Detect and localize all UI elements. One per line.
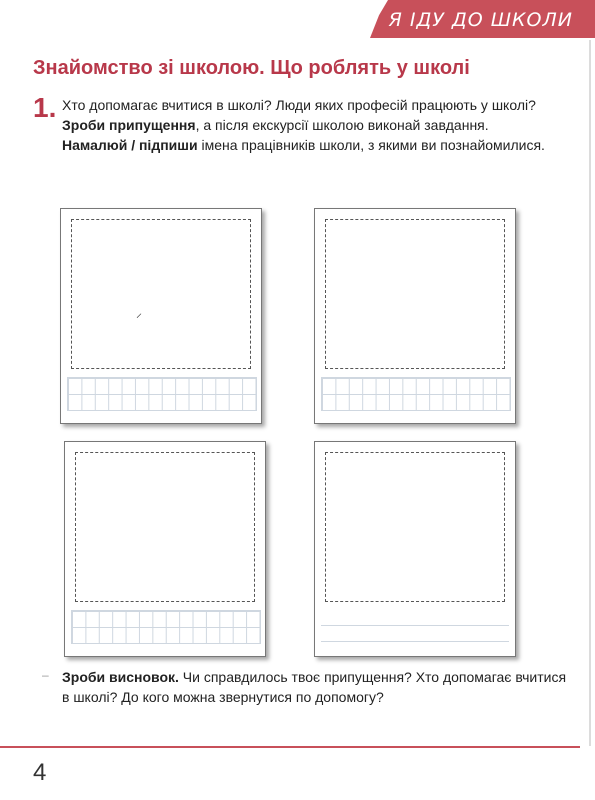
drawing-card-2[interactable] [314, 208, 516, 424]
dash-mark: – [42, 668, 49, 682]
pencil-mark: ⸝ [136, 306, 143, 320]
draw-rest: імена працівників школи, з якими ви познайомилися. [197, 137, 545, 153]
writing-grid[interactable] [321, 377, 511, 411]
drawing-card-4[interactable] [314, 441, 516, 657]
section-title: Я ІДУ ДО ШКОЛИ [388, 9, 573, 31]
instruction-rest: , а після екскурсії школою виконай завдання. [195, 117, 489, 133]
drawing-card-1[interactable] [60, 208, 262, 424]
task-instruction [62, 115, 567, 135]
writing-grid[interactable] [71, 610, 261, 644]
conclusion-text [62, 667, 567, 707]
conclusion-paragraph [62, 667, 567, 707]
lesson-title: Знайомство зі школою. Що роблять у школі [33, 57, 470, 79]
task-draw [62, 135, 567, 155]
writing-lines[interactable] [321, 610, 509, 642]
task-question: Хто допомагає вчитися в школі? Люди яких професій працюють у школі? [62, 97, 536, 113]
conclusion-bold: Зроби висновок. [62, 669, 179, 685]
page-edge [589, 40, 591, 746]
page-number: 4 [33, 759, 47, 786]
footer-rule [0, 746, 580, 748]
drawing-area[interactable] [325, 219, 505, 369]
task-number: 1. [33, 92, 57, 123]
conclusion-rest: Чи справдилось твоє припущення? Хто допомагає вчитися в школі? До кого можна звернутися по допомогу? [62, 669, 567, 705]
drawing-area[interactable] [71, 219, 251, 369]
drawing-area[interactable] [75, 452, 255, 602]
drawing-card-3[interactable] [64, 441, 266, 657]
drawing-area[interactable] [325, 452, 505, 602]
task-text [62, 95, 567, 155]
instruction-bold: Зроби припущення [62, 117, 196, 133]
draw-bold: Намалюй / підпиши [62, 137, 198, 153]
writing-grid[interactable] [67, 377, 257, 411]
